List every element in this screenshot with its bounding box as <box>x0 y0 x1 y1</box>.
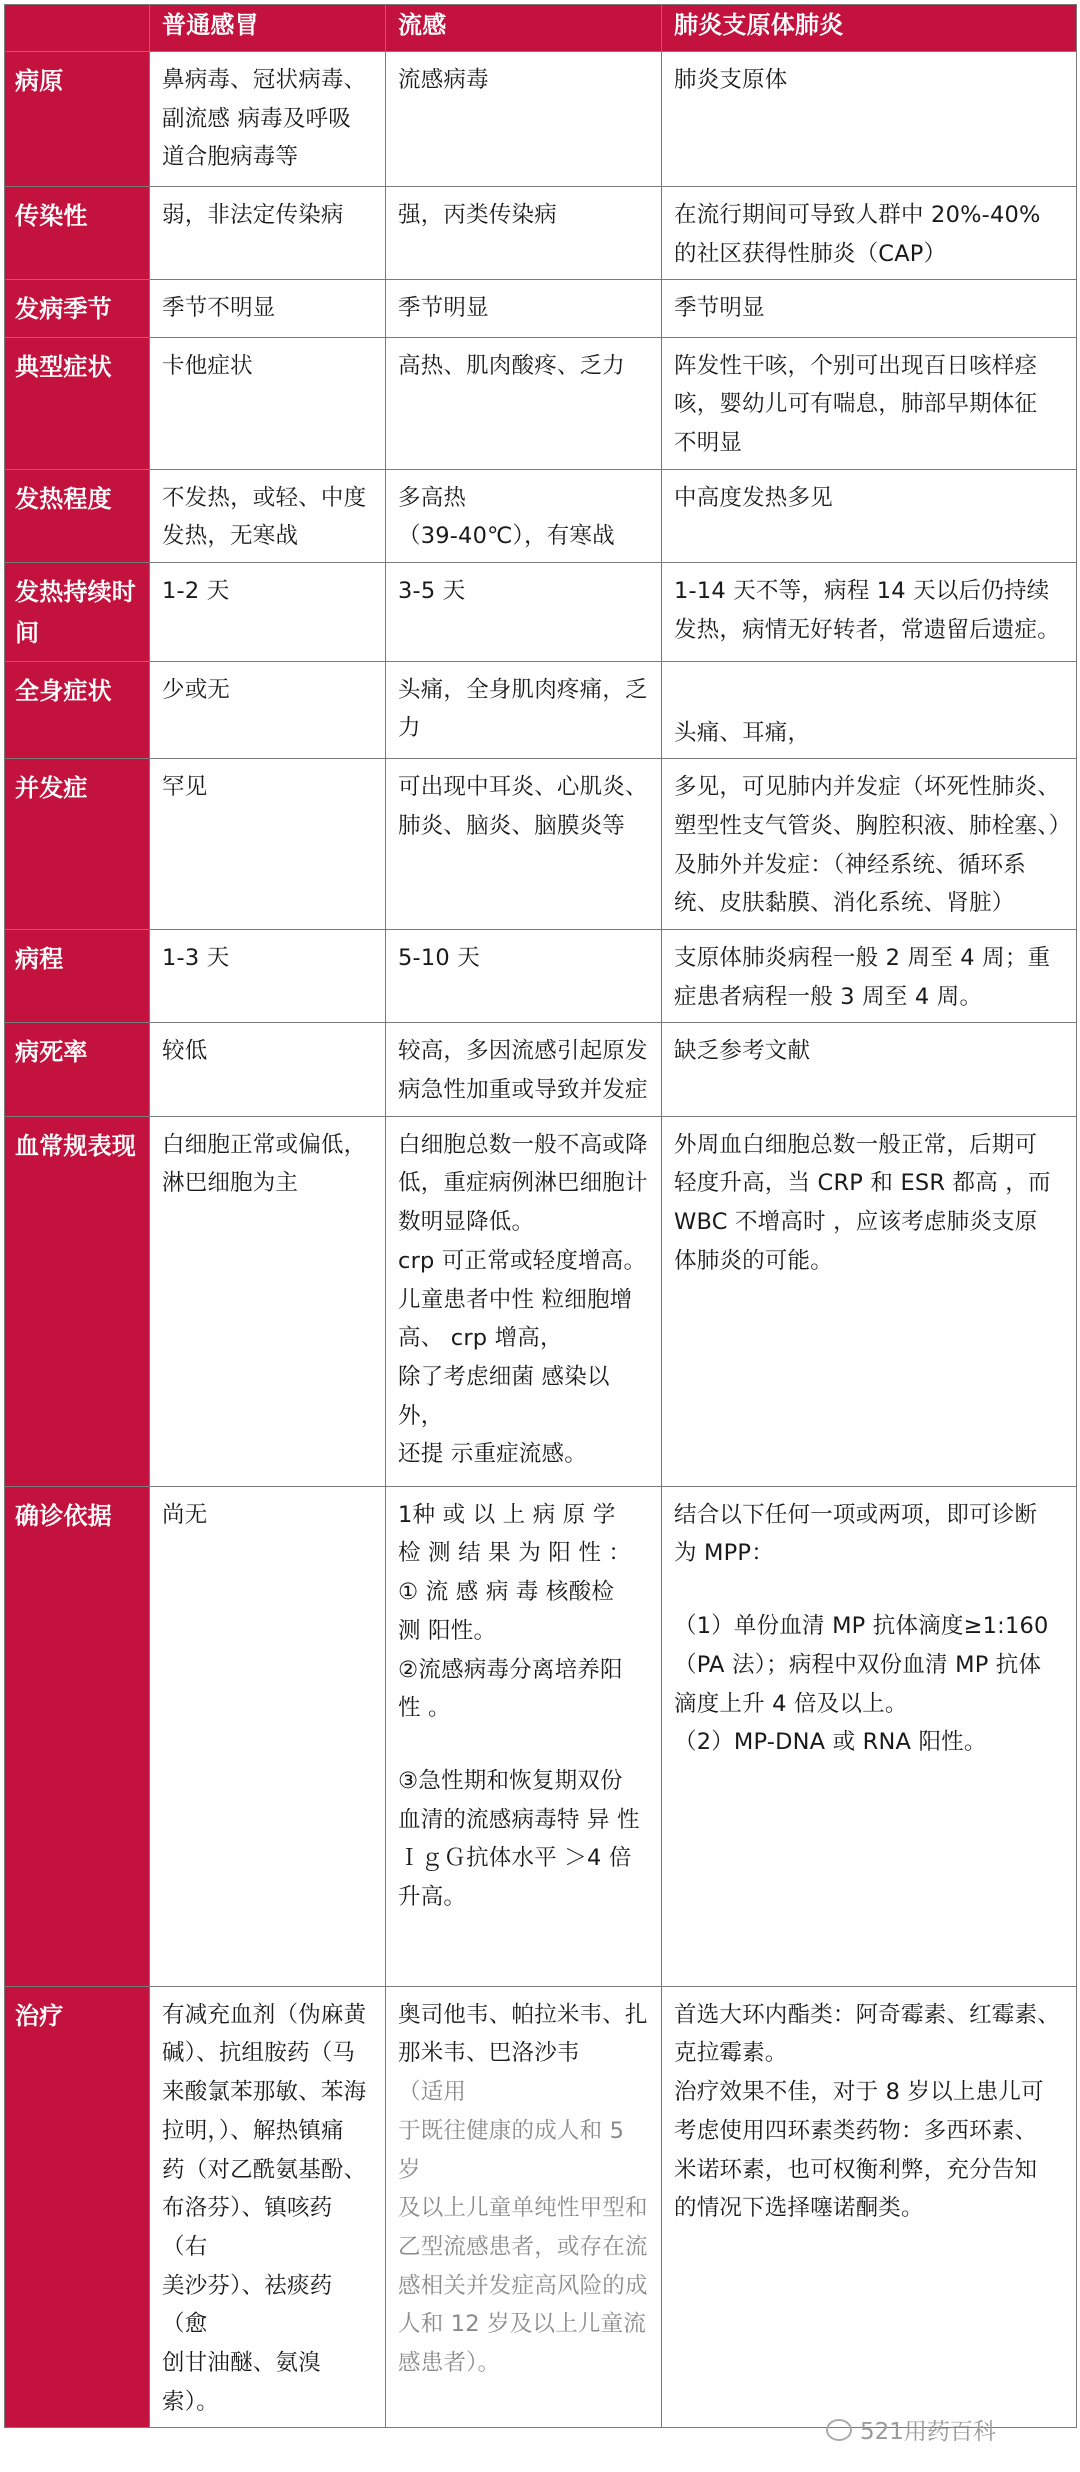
comparison-table <box>4 4 1077 2428</box>
row-treatment <box>5 1986 1077 2428</box>
row-label-diagnosis-basis: 确诊依据 <box>5 1486 150 1986</box>
cell-text-line: 创甘油醚、氨溴索）。 <box>162 2349 321 2415</box>
cell-text-line: 白细胞正常或偏低， <box>162 1131 367 1158</box>
cell-text-line: 咳，婴幼儿可有喘息，肺部早期体征 <box>674 391 1038 418</box>
cell-treatment-common-cold <box>150 1986 386 2428</box>
cell-onset-season-influenza <box>386 280 662 337</box>
cell-text-line: 儿童患者中性 粒细胞增 <box>398 1286 633 1313</box>
cell-text-line: 性 。 <box>398 1695 451 1722</box>
cell-text-line: 的情况下选择噻诺酮类。 <box>674 2195 924 2222</box>
row-fever-duration <box>5 563 1077 662</box>
cell-text-line: 卡他症状 <box>162 352 253 379</box>
cell-text-line: 考虑使用四环素类药物：多西环素、 <box>674 2117 1038 2144</box>
cell-diagnosis-basis-common-cold <box>150 1486 386 1986</box>
cell-text-line: 升高。 <box>398 1883 467 1910</box>
cell-spacer <box>398 1728 649 1762</box>
cell-text-line: 中高度发热多见 <box>674 484 833 511</box>
cell-text-line: 首选大环内酯类：阿奇霉素、红霉素、 <box>674 2001 1060 2028</box>
cell-systemic-symptoms-influenza <box>386 661 662 759</box>
cell-disease-course-mycoplasma <box>662 930 1077 1023</box>
row-label-fever-degree: 发热程度 <box>5 469 150 562</box>
cell-complications-mycoplasma <box>662 759 1077 930</box>
cell-treatment-mycoplasma <box>662 1986 1077 2428</box>
cell-text-line: 塑型性支气管炎、胸腔积液、肺栓塞、） <box>674 812 1072 839</box>
cell-text-line: 低，重症病例淋巴细胞计 <box>398 1170 648 1197</box>
cell-text-line: 流感病毒 <box>398 67 489 93</box>
cell-note-line: 人和 12 岁及以上儿童流 <box>398 2311 647 2338</box>
cell-complications-influenza <box>386 759 662 930</box>
cell-text-line: ＩｇＧ抗体水平 ＞4 倍 <box>398 1845 632 1872</box>
cell-text-line: 还提 示重症流感。 <box>398 1441 587 1468</box>
cell-text-line: ① 流 感 病 毒 核酸检 <box>398 1579 615 1606</box>
cell-text-line: （39-40℃），有寒战 <box>398 523 615 550</box>
cell-text-line: 少或无 <box>162 676 231 703</box>
cell-text-line: 那米韦、巴洛沙韦 <box>398 2040 580 2067</box>
cell-text-line: 的社区获得性肺炎（CAP） <box>674 240 947 267</box>
watermark <box>826 2413 996 2446</box>
cell-text-line: 白细胞总数一般不高或降 <box>398 1131 648 1158</box>
cell-blood-routine-influenza <box>386 1116 662 1486</box>
row-pathogen <box>5 52 1077 187</box>
row-diagnosis-basis <box>5 1486 1077 1986</box>
cell-text-line: 在流行期间可导致人群中 20%-40% <box>674 202 1041 228</box>
row-typical-symptoms <box>5 337 1077 469</box>
cell-text-line: WBC 不增高时 ，应该考虑肺炎支原 <box>674 1209 1038 1236</box>
cell-text-line: 数明显降低。 <box>398 1209 535 1236</box>
watermark-text: 521用药百科 <box>860 2419 996 2445</box>
cell-text-line: 血清的流感病毒特 异 性 <box>398 1806 640 1833</box>
cell-text-line: 治疗效果不佳，对于 8 岁以上患儿可 <box>674 2079 1044 2106</box>
cell-text-line: 发热，无寒战 <box>162 523 299 550</box>
row-label-complications: 并发症 <box>5 759 150 930</box>
cell-text-line: 不明显 <box>674 430 743 457</box>
cell-text-line: 副流感 病毒及呼吸 <box>162 105 351 132</box>
cell-text-line: （PA 法）；病程中双份血清 MP 抗体 <box>674 1651 1042 1678</box>
cell-text-line: （1）单份血清 MP 抗体滴度≥1:160 <box>674 1613 1049 1640</box>
cell-text-line: 碱）、抗组胺药（马 <box>162 2040 356 2067</box>
header-influenza: 流感 <box>386 5 662 52</box>
cell-text-line: 克拉霉素。 <box>674 2040 788 2067</box>
row-label-blood-routine: 血常规表现 <box>5 1116 150 1486</box>
cell-text-line: 尚无 <box>162 1501 208 1528</box>
row-label-disease-course: 病程 <box>5 930 150 1023</box>
cell-fever-degree-mycoplasma <box>662 469 1077 562</box>
cell-text-line: 为 MPP： <box>674 1540 774 1567</box>
row-contagiousness <box>5 187 1077 280</box>
cell-text-line: 支原体肺炎病程一般 2 周至 4 周；重 <box>674 945 1051 972</box>
cell-text-line: 体肺炎的可能。 <box>674 1247 833 1274</box>
cell-mortality-influenza <box>386 1023 662 1116</box>
cell-text-line: 病急性加重或导致并发症 <box>398 1077 648 1104</box>
cell-note-line: （适用 <box>398 2079 467 2106</box>
cell-text-line: 弱，非法定传染病 <box>162 202 344 228</box>
cell-blood-routine-mycoplasma <box>662 1116 1077 1486</box>
cell-text-line: 较高，多因流感引起原发 <box>398 1038 648 1065</box>
cell-text-line: 来酸氯苯那敏、苯海 <box>162 2079 367 2106</box>
cell-text-line: 淋巴细胞为主 <box>162 1170 299 1197</box>
row-label-fever-duration: 发热持续时间 <box>5 563 150 662</box>
cell-text-line: 肺炎、脑炎、脑膜炎等 <box>398 812 626 839</box>
cell-blood-routine-common-cold <box>150 1116 386 1486</box>
cell-text-line: crp 可正常或轻度增高。 <box>398 1247 647 1274</box>
cell-text-line: 鼻病毒、冠状病毒、 <box>162 67 367 93</box>
row-systemic-symptoms <box>5 661 1077 759</box>
cell-text-line: 缺乏参考文献 <box>674 1038 811 1065</box>
cell-fever-duration-mycoplasma <box>662 563 1077 662</box>
cell-note-line: 感患者）。 <box>398 2349 501 2376</box>
row-mortality <box>5 1023 1077 1116</box>
row-label-systemic-symptoms: 全身症状 <box>5 661 150 759</box>
cell-contagiousness-mycoplasma <box>662 187 1077 280</box>
row-label-contagiousness: 传染性 <box>5 187 150 280</box>
cell-diagnosis-basis-influenza <box>386 1486 662 1986</box>
cell-text-line: 强，丙类传染病 <box>398 202 557 228</box>
cell-text-line: 较低 <box>162 1038 208 1065</box>
cell-text-line: 头痛，全身肌肉疼痛，乏 <box>398 676 648 703</box>
cell-text-line: 力 <box>398 715 421 742</box>
cell-text-line: 多高热 <box>398 484 467 511</box>
cell-text-line: 美沙芬）、祛痰药（愈 <box>162 2272 333 2338</box>
cell-text-line: 药（对乙酰氨基酚、 <box>162 2156 367 2183</box>
cell-onset-season-mycoplasma <box>662 280 1077 337</box>
cell-mortality-common-cold <box>150 1023 386 1116</box>
cell-typical-symptoms-mycoplasma <box>662 337 1077 469</box>
cell-note-line: 于既往健康的成人和 5 岁 <box>398 2117 625 2183</box>
cell-contagiousness-common-cold <box>150 187 386 280</box>
cell-typical-symptoms-common-cold <box>150 337 386 469</box>
header-common-cold: 普通感冒 <box>150 5 386 52</box>
cell-text-line: 3-5 天 <box>398 578 466 605</box>
cell-text-line: 1-2 天 <box>162 578 230 605</box>
cell-note-line: 乙型流感患者，或存在流 <box>398 2233 648 2260</box>
cell-text-line: 高热、肌肉酸疼、乏力 <box>398 352 626 379</box>
cell-typical-symptoms-influenza <box>386 337 662 469</box>
cell-text-line: （2）MP-DNA 或 RNA 阳性。 <box>674 1729 987 1756</box>
header-row <box>5 5 1077 52</box>
cell-mortality-mycoplasma <box>662 1023 1077 1116</box>
cell-onset-season-common-cold <box>150 280 386 337</box>
cell-fever-degree-common-cold <box>150 469 386 562</box>
row-fever-degree <box>5 469 1077 562</box>
row-disease-course <box>5 930 1077 1023</box>
cell-text-line: 奥司他韦、帕拉米韦、扎 <box>398 2001 648 2028</box>
cell-text-line: 高、 crp 增高， <box>398 1325 563 1352</box>
cell-text-line: 症患者病程一般 3 周至 4 周。 <box>674 983 983 1010</box>
cell-text-line: 道合胞病毒等 <box>162 144 299 171</box>
row-blood-routine <box>5 1116 1077 1486</box>
cell-text-line: 发热，病情无好转者，常遗留后遗症。 <box>674 616 1060 643</box>
cell-spacer <box>674 1573 1064 1607</box>
cell-text-line: 头痛、耳痛， <box>674 719 811 746</box>
row-label-treatment: 治疗 <box>5 1986 150 2428</box>
cell-text-line: 结合以下任何一项或两项，即可诊断 <box>674 1501 1038 1528</box>
cell-text-line: 有减充血剂（伪麻黄 <box>162 2001 367 2028</box>
cell-pathogen-influenza <box>386 52 662 187</box>
header-mycoplasma-pneumonia: 肺炎支原体肺炎 <box>662 5 1077 52</box>
cell-pathogen-mycoplasma <box>662 52 1077 187</box>
cell-diagnosis-basis-mycoplasma <box>662 1486 1077 1986</box>
cell-text-line: 测 阳性。 <box>398 1617 497 1644</box>
cell-text-line: 可出现中耳炎、心肌炎、 <box>398 774 648 801</box>
cell-fever-duration-common-cold <box>150 563 386 662</box>
cell-contagiousness-influenza <box>386 187 662 280</box>
cell-disease-course-common-cold <box>150 930 386 1023</box>
cell-text-line: 统、皮肤黏膜、消化系统、肾脏） <box>674 890 1015 917</box>
cell-text-line: 拉明，）、解热镇痛 <box>162 2117 344 2144</box>
cell-note-line: 及以上儿童单纯性甲型和 <box>398 2195 648 2222</box>
cell-note-line: 感相关并发症高风险的成 <box>398 2272 648 2299</box>
cell-text-line: 肺炎支原体 <box>674 67 788 93</box>
cell-treatment-influenza <box>386 1986 662 2428</box>
cell-text-line: 季节明显 <box>674 295 765 322</box>
cell-text-line: 季节不明显 <box>162 295 276 322</box>
cell-text-line: 多见，可见肺内并发症（坏死性肺炎、 <box>674 774 1060 801</box>
cell-text-line: 不发热，或轻、中度 <box>162 484 367 511</box>
cell-text-line: 及肺外并发症：（神经系统、循环系 <box>674 851 1026 878</box>
cell-text-line: ②流感病毒分离培养阳 <box>398 1656 623 1683</box>
cell-text-line: 布洛芬）、镇咳药（右 <box>162 2195 333 2260</box>
cell-fever-duration-influenza <box>386 563 662 662</box>
cell-systemic-symptoms-common-cold <box>150 661 386 759</box>
cell-text-line: 除了考虑细菌 感染以外， <box>398 1363 610 1429</box>
cell-text-line: 阵发性干咳，个别可出现百日咳样痉 <box>674 352 1038 379</box>
cell-text-line: 外周血白细胞总数一般正常，后期可 <box>674 1131 1038 1158</box>
cell-text-line: 罕见 <box>162 774 208 801</box>
cell-text-line: ③急性期和恢复期双份 <box>398 1767 623 1794</box>
cell-fever-degree-influenza <box>386 469 662 562</box>
cell-text-line: 检 测 结 果 为 阳 性 ： <box>398 1540 632 1567</box>
cell-text-line: 5-10 天 <box>398 945 480 972</box>
cell-pathogen-common-cold <box>150 52 386 187</box>
cell-text-line: 1-3 天 <box>162 945 230 972</box>
wechat-icon <box>826 2419 852 2441</box>
row-label-pathogen: 病原 <box>5 52 150 187</box>
cell-complications-common-cold <box>150 759 386 930</box>
cell-text-line: 1-14 天不等，病程 14 天以后仍持续 <box>674 578 1050 605</box>
cell-text-line: 米诺环素，也可权衡利弊，充分告知 <box>674 2156 1038 2183</box>
cell-disease-course-influenza <box>386 930 662 1023</box>
cell-text-line: 轻度升高，当 CRP 和 ESR 都高 ，而 <box>674 1170 1051 1197</box>
cell-text-line: 1种 或 以 上 病 原 学 <box>398 1501 616 1528</box>
row-label-onset-season: 发病季节 <box>5 280 150 337</box>
cell-text-line: 季节明显 <box>398 295 489 322</box>
cell-systemic-symptoms-mycoplasma <box>662 661 1077 759</box>
row-label-typical-symptoms: 典型症状 <box>5 337 150 469</box>
row-label-mortality: 病死率 <box>5 1023 150 1116</box>
header-corner <box>5 5 150 52</box>
row-onset-season <box>5 280 1077 337</box>
cell-text-line: 滴度上升 4 倍及以上。 <box>674 1690 908 1717</box>
row-complications <box>5 759 1077 930</box>
